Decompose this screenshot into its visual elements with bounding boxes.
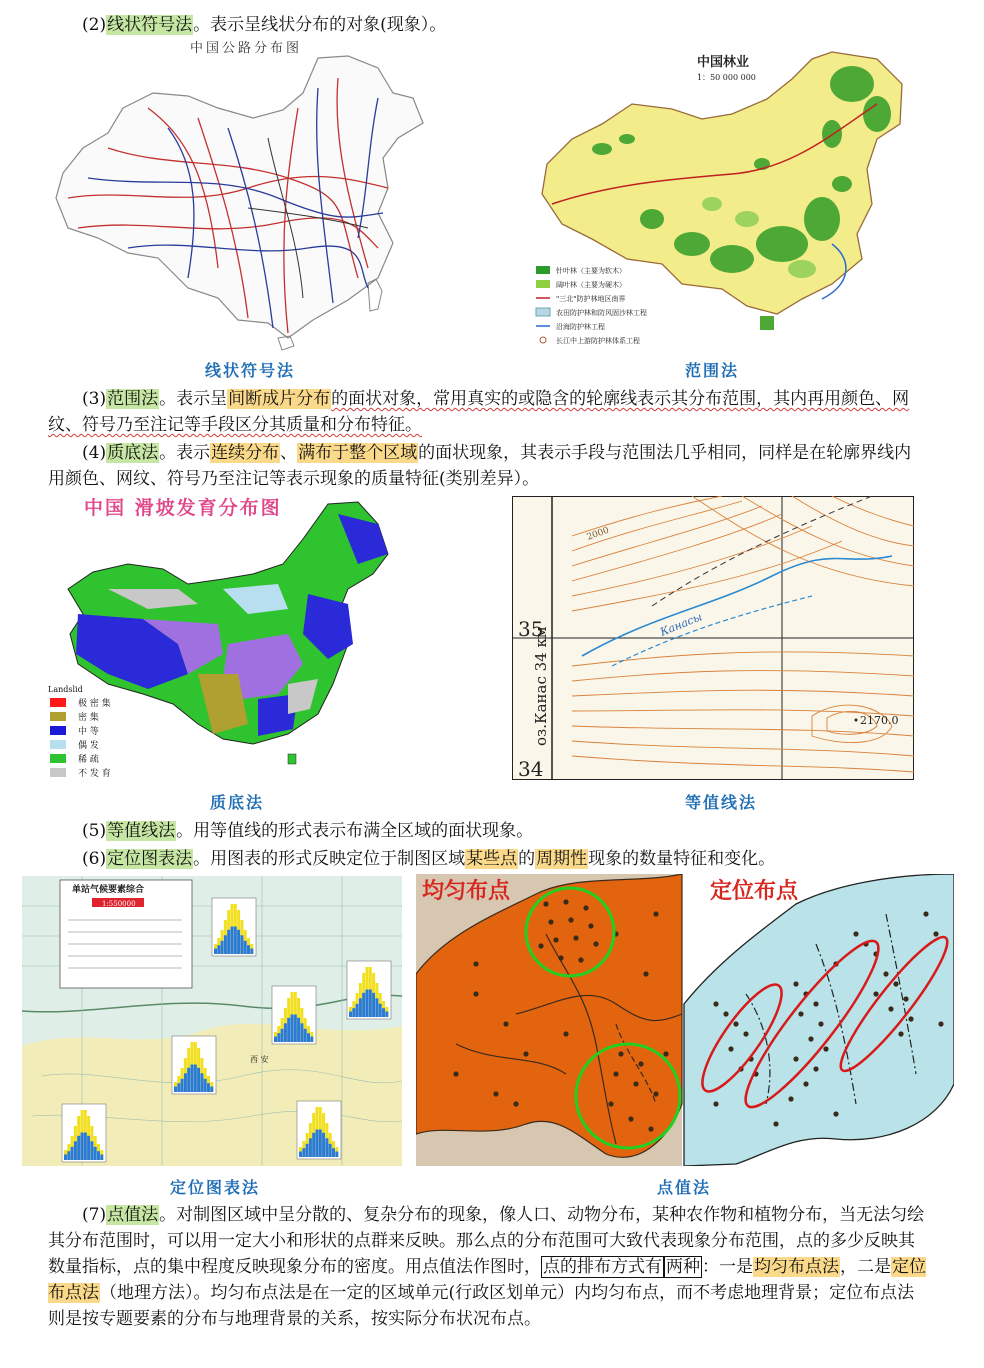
section-text: 的面状现象，其表示手段与范围法几乎相同，同样是在轮廓界线内用颜色、网纹、符号乃至注记等表示现象的质量特征(类别差异）。 (48, 443, 912, 489)
station-map-title: 单站气候要素综合 (72, 885, 145, 895)
section-text: ：一是 (702, 1257, 753, 1277)
station-chart (62, 1104, 106, 1162)
section-6-positioned-chart (48, 846, 928, 872)
dot (568, 917, 573, 922)
section-4-quality-base (48, 440, 928, 492)
caption-quality-base: 质底法 (209, 793, 264, 812)
keyword-highlight: 均匀布点法 (754, 1257, 839, 1277)
term-highlight: 点值法 (107, 1205, 159, 1225)
section-number: (5) (82, 821, 107, 841)
dot (648, 1126, 653, 1131)
landslide-legend-1: 极 密 集 (78, 699, 111, 709)
keyword-highlight: 定位布点法 (48, 1257, 926, 1303)
section-text: 。对制图区域中呈分散的、复杂分布的现象，像人口、动物分布，某种农作物和植物分布，当无法匀绘其分布范围时，可以用一定大小和形状的点群来反映。那么点的分布范围可大致代表现象分布范围，点的多少反映其数量指标，点的集中程度反映现象分布的密度。用点值法作图时， (48, 1205, 925, 1277)
keyword-highlight: 间断成片分布 (228, 389, 331, 409)
dot (933, 931, 938, 936)
dot (723, 1011, 728, 1016)
forest-legend-1: 针叶林（主要为软木） (556, 267, 626, 275)
station-chart (172, 1036, 216, 1094)
dot (798, 1011, 803, 1016)
forest-legend-6: 长江中上游防护林体系工程 (556, 337, 640, 345)
dot (893, 981, 898, 986)
dot (808, 1036, 813, 1041)
section-text: 的面状对象，常用真实的或隐含的轮廓线表示其分布范围，其内再用颜色、网纹、符号乃至注记等手段区分其质量和分布特征。 (48, 389, 910, 435)
forest-legend-4: 农田防护林和防风固沙林工程 (556, 309, 647, 317)
dot (653, 911, 658, 916)
dot (618, 1051, 623, 1056)
dot (713, 1001, 718, 1006)
dot (903, 996, 908, 1001)
dot (793, 1056, 798, 1061)
forest-legend-2: 阔叶林（主要为硬木） (556, 281, 626, 289)
lake-distance-label: оз.Канас 34 км (532, 626, 550, 746)
forestry-map-title: 中国林业 (697, 55, 750, 70)
caption-line-symbol: 线状符号法 (204, 361, 295, 380)
boxed-phrase: 点的排布方式有 (543, 1257, 662, 1277)
grid-label-35: 35 (518, 617, 544, 641)
dot (643, 971, 648, 976)
dot (793, 981, 798, 986)
section-text: （地理方法）。均匀布点法是在一定的区域单元(行政区划单元）内均匀布点，而不考虑地理背景；定位布点法则是按专题要素的分布与地理背景的关系，按实际分布状况布点。 (48, 1283, 915, 1329)
forestry-map-scale: 1：50 000 000 (697, 73, 756, 82)
term-highlight: 等值线法 (107, 821, 176, 841)
contour-label-2000: 2000 (585, 525, 611, 543)
section-text: ，二是 (840, 1257, 891, 1277)
section-text: 。用图表的形式反映定位于制图区域 (193, 849, 466, 869)
section-2-line-symbol (48, 12, 928, 38)
dot (453, 1071, 458, 1076)
dot (588, 923, 593, 928)
dot (728, 1046, 733, 1051)
landslide-legend-5: 稀 疏 (78, 755, 99, 765)
keyword-highlight: 某些点 (466, 849, 518, 869)
section-number: (6) (82, 849, 107, 869)
station-city-label: 西 安 (250, 1055, 269, 1064)
dot (503, 1021, 508, 1026)
caption-positioned-chart: 定位图表法 (169, 1178, 260, 1197)
uniform-dot-title: 均匀布点 (422, 879, 511, 904)
dot (853, 931, 858, 936)
dot (473, 961, 478, 966)
section-number: (3) (82, 389, 107, 409)
dot (553, 937, 558, 942)
forest-legend-5: 沿海防护林工程 (556, 323, 605, 331)
section-text: 。表示呈线状分布的对象(现象）。 (193, 15, 447, 35)
dot (583, 905, 588, 910)
station-chart (347, 961, 391, 1019)
dot (873, 991, 878, 996)
dot (713, 1101, 718, 1106)
dot (773, 1121, 778, 1126)
station-chart (212, 898, 256, 956)
section-5-isoline (48, 818, 928, 844)
dot (813, 1066, 818, 1071)
section-number: (4) (82, 443, 107, 463)
dot (628, 1116, 633, 1121)
caption-isoline: 等值线法 (684, 793, 757, 812)
caption-dot-value: 点值法 (656, 1178, 711, 1197)
section-7-dot-value (48, 1202, 928, 1332)
dot (733, 1021, 738, 1026)
term-highlight: 定位图表法 (107, 849, 193, 869)
grid-label-34: 34 (518, 757, 544, 780)
dot (563, 899, 568, 904)
station-map-scale: 1:550000 (102, 900, 136, 908)
dot (613, 1071, 618, 1076)
elevation-label: 2170.0 (860, 714, 899, 727)
section-text: 现象的数量特征和变化。 (588, 849, 776, 869)
term-highlight: 质底法 (107, 443, 159, 463)
dot (548, 919, 553, 924)
section-number: (7) (82, 1205, 107, 1225)
dot (543, 901, 548, 906)
dot (608, 1101, 613, 1106)
contour-map (512, 496, 914, 780)
section-3-range (48, 386, 928, 438)
keyword-highlight: 周期性 (536, 849, 588, 869)
forest-legend-3: "三北"防护林地区南界 (556, 295, 626, 303)
dot (938, 1021, 943, 1026)
keyword-highlight: 连续分布 (211, 443, 280, 463)
caption-range: 范围法 (684, 361, 739, 380)
dot (523, 1051, 528, 1056)
landslide-legend-4: 偶 发 (78, 741, 99, 751)
dot (473, 991, 478, 996)
term-highlight: 线状符号法 (107, 15, 193, 35)
dot (493, 1091, 498, 1096)
highway-map-title: 中国公路分布图 (190, 41, 303, 56)
china-highway-map (48, 38, 443, 356)
dot (593, 941, 598, 946)
section-text: 。用等值线的形式表示布满全区域的面状现象。 (176, 821, 534, 841)
term-highlight: 范围法 (107, 389, 159, 409)
dot (633, 1081, 638, 1086)
section-text: 。表示呈 (159, 389, 228, 409)
positioned-dot-title: 定位布点 (710, 879, 799, 904)
landslide-legend-6: 不 发 育 (78, 769, 111, 779)
dot (578, 957, 583, 962)
dot (803, 1081, 808, 1086)
dot (513, 1101, 518, 1106)
section-text: 。表示 (159, 443, 211, 463)
landslide-map-title: 中国 滑坡发育分布图 (84, 497, 282, 519)
landslide-legend-2: 密 集 (78, 713, 99, 723)
station-climate-map (22, 876, 402, 1166)
dot (923, 911, 928, 916)
dot (908, 1016, 913, 1021)
dot (743, 1031, 748, 1036)
station-chart (297, 1101, 341, 1159)
dot (788, 1096, 793, 1101)
river-label: Канасы (658, 610, 704, 639)
separator: 、 (280, 443, 298, 463)
section-number: (2) (82, 15, 107, 35)
dot (663, 1051, 668, 1056)
station-chart (272, 986, 316, 1044)
dot (558, 955, 563, 960)
dot (833, 1111, 838, 1116)
landslide-legend-title: Landslid (48, 685, 83, 694)
keyword-highlight: 满布于整个区域 (298, 443, 418, 463)
dot (638, 1061, 643, 1066)
landslide-legend-3: 中 等 (78, 727, 99, 737)
dot (573, 935, 578, 940)
dot (818, 1021, 823, 1026)
dot (538, 943, 543, 948)
dot (883, 971, 888, 976)
boxed-phrase: 两种 (666, 1257, 700, 1277)
dot-method-maps (416, 874, 954, 1166)
section-text: 的 (518, 849, 536, 869)
dot (898, 1031, 903, 1036)
dot (563, 1031, 568, 1036)
dot (653, 1091, 658, 1096)
china-forestry-map (532, 44, 910, 356)
china-landslide-map (48, 494, 408, 788)
dot (823, 1046, 828, 1051)
dot (813, 1001, 818, 1006)
dot (888, 1006, 893, 1011)
